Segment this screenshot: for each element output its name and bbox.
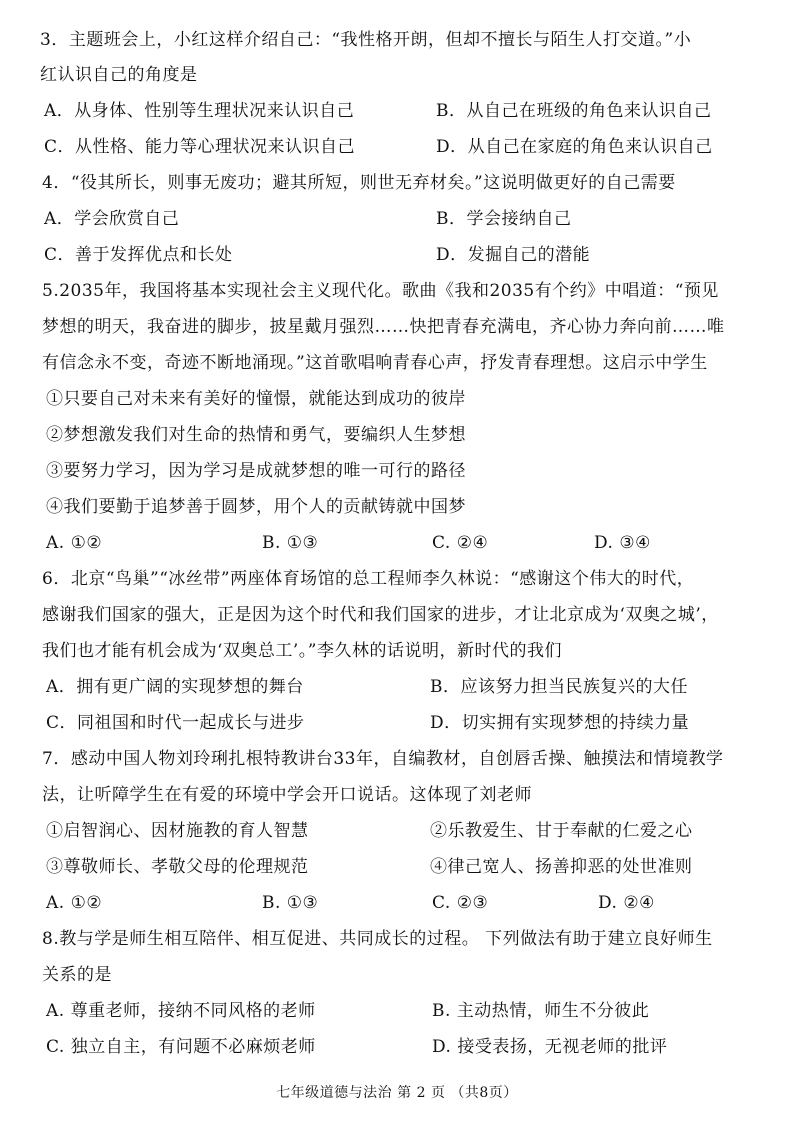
page-footer: 七年级道德与法治 第 2 页 （共8页） [276, 1085, 518, 1101]
question-stem: 有信念永不变，奇迹不断地涌现。”这首歌唱响青春心声，抒发青春理想。这启示中学生 [42, 353, 708, 373]
question-stem: 红认识自己的角度是 [40, 65, 198, 85]
statement-3: ③尊敬师长、孝敬父母的伦理规范 [46, 857, 309, 877]
statement-2: ②梦想激发我们对生命的热情和勇气，要编织人生梦想 [46, 425, 466, 445]
statement-1: ①只要自己对未来有美好的憧憬，就能达到成功的彼岸 [46, 389, 466, 409]
option-c: C．从性格、能力等心理状况来认识自己 [44, 137, 356, 157]
option-d: D．从自己在家庭的角色来认识自己 [436, 137, 713, 157]
option-a: A. 尊重老师，接纳不同风格的老师 [46, 1001, 316, 1021]
option-c: C. ②④ [432, 533, 489, 553]
statement-2: ②乐教爱生、甘于奉献的仁爱之心 [430, 821, 693, 841]
question-stem: 关系的是 [42, 965, 112, 985]
option-b: B．学会接纳自己 [436, 209, 572, 229]
option-d: D. ③④ [594, 533, 651, 553]
option-b: B. ①③ [262, 893, 319, 913]
statement-4: ④律己宽人、扬善抑恶的处世准则 [430, 857, 693, 877]
question-stem: 8.教与学是师生相互陪伴、相互促进、共同成长的过程。 下列做法有助于建立良好师生 [42, 929, 713, 949]
option-a: A．拥有更广阔的实现梦想的舞台 [46, 677, 304, 697]
statement-4: ④我们要勤于追梦善于圆梦，用个人的贡献铸就中国梦 [46, 497, 466, 517]
question-stem: 我们也才能有机会成为‘双奥总工’。”李久林的话说明，新时代的我们 [42, 641, 562, 661]
question-stem: 梦想的明天，我奋进的脚步，披星戴月强烈……快把青春充满电，齐心协力奔向前……唯 [42, 317, 725, 337]
option-a: A. ①② [46, 893, 103, 913]
option-c: C. 独立自主，有问题不必麻烦老师 [46, 1037, 316, 1057]
question-stem: 7．感动中国人物刘玲琍扎根特教讲台33年，自编教材，自创唇舌操、触摸法和情境教学 [42, 749, 724, 769]
question-stem: 法，让听障学生在有爱的环境中学会开口说话。这体现了刘老师 [42, 785, 532, 805]
option-b: B．应该努力担当民族复兴的大任 [430, 677, 688, 697]
option-b: B. 主动热情，师生不分彼此 [432, 1001, 650, 1021]
statement-1: ①启智润心、因材施教的育人智慧 [46, 821, 309, 841]
option-c: C. ②③ [432, 893, 489, 913]
option-d: D. ②④ [598, 893, 655, 913]
option-c: C．善于发挥优点和长处 [44, 245, 233, 265]
option-d: D．切实拥有实现梦想的持续力量 [430, 713, 690, 733]
statement-3: ③要努力学习，因为学习是成就梦想的唯一可行的路径 [46, 461, 466, 481]
option-c: C．同祖国和时代一起成长与进步 [46, 713, 305, 733]
question-stem: 6．北京“鸟巢”“冰丝带”两座体育场馆的总工程师李久林说：“感谢这个伟大的时代， [42, 569, 695, 589]
option-b: B．从自己在班级的角色来认识自己 [436, 101, 712, 121]
question-stem: 5.2035年，我国将基本实现社会主义现代化。歌曲《我和2035有个约》中唱道：“预见 [42, 281, 719, 301]
option-a: A．从身体、性别等生理状况来认识自己 [44, 101, 355, 121]
option-d: D．发掘自己的潜能 [436, 245, 591, 265]
question-stem: 感谢我们国家的强大，正是因为这个时代和我们国家的进步，才让北京成为‘双奥之城’， [42, 605, 719, 625]
option-d: D. 接受表扬，无视老师的批评 [432, 1037, 668, 1057]
question-stem: 4．“役其所长，则事无废功；避其所短，则世无弃材矣。”这说明做更好的自己需要 [42, 173, 676, 193]
option-a: A. ①② [46, 533, 103, 553]
option-a: A．学会欣赏自己 [44, 209, 180, 229]
question-stem: 3．主题班会上，小红这样介绍自己：“我性格开朗，但却不擅长与陌生人打交道。”小 [40, 30, 692, 50]
option-b: B. ①③ [262, 533, 319, 553]
